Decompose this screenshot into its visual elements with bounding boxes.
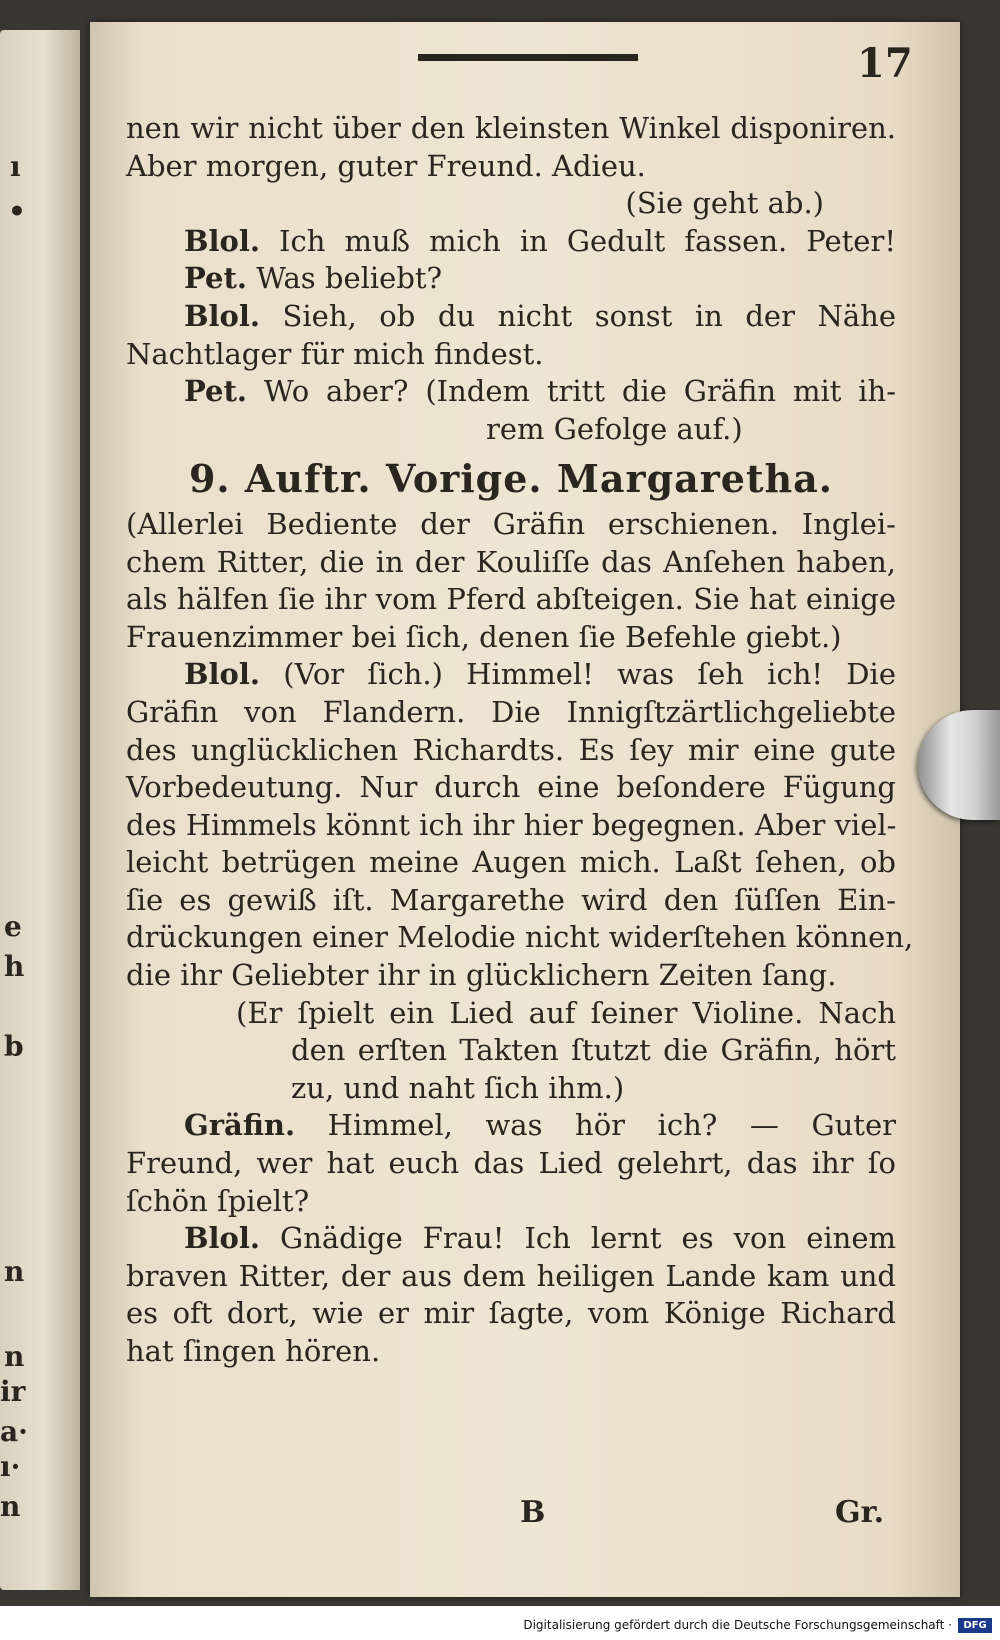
speaker-name: Gräfin.	[184, 1108, 296, 1143]
text-line	[126, 110, 896, 148]
text-line	[126, 260, 896, 298]
facing-page-fragment: •	[8, 195, 26, 228]
text-line	[126, 411, 896, 449]
line-text: Freund, wer hat euch das Lied gelehrt, das ihr ſo	[126, 1146, 896, 1181]
text-line	[126, 619, 896, 657]
text-line	[126, 656, 896, 694]
scene-8-text	[126, 110, 896, 448]
text-line	[126, 1107, 896, 1145]
line-text: des unglücklichen Richardts. Es ſey mir eine gute	[126, 732, 896, 767]
line-text: ſchön ſpielt?	[126, 1183, 310, 1218]
line-text: zu, und naht ſich ihm.)	[291, 1070, 625, 1105]
speaker-name: Pet.	[184, 374, 247, 409]
text-line	[126, 694, 896, 732]
speaker-name: Blol.	[184, 1221, 260, 1256]
line-text: nen wir nicht über den kleinsten Winkel disponiren.	[126, 111, 896, 145]
text-line	[126, 995, 896, 1033]
speaker-name: Blol.	[184, 223, 260, 258]
text-line	[126, 581, 896, 619]
line-text: chem Ritter, die in der Kouliſſe das Anſehen haben,	[126, 544, 896, 579]
text-line	[126, 298, 896, 336]
line-text: die ihr Geliebter ihr in glücklichern Zeiten ſang.	[126, 958, 837, 993]
text-line	[126, 148, 896, 186]
facing-page-fragment: e	[4, 910, 22, 943]
scene-heading: 9. Auftr. Vorige. Margaretha.	[188, 456, 834, 502]
text-line	[126, 1145, 896, 1183]
facing-page-fragment: n	[0, 1490, 21, 1523]
line-text: Nachtlager für mich findest.	[126, 336, 544, 371]
line-text: als hälfen ſie ihr vom Pferd abſteigen. Sie hat einige	[126, 582, 896, 617]
facing-page-fragment: n	[4, 1255, 25, 1288]
line-text: ſie es gewiß iſt. Margarethe wird den ſüſſen Ein-	[126, 882, 896, 917]
text-line	[126, 807, 896, 845]
line-text: (Sie geht ab.)	[625, 186, 824, 221]
line-text: (Er ſpielt ein Lied auf ſeiner Violine. Nach	[236, 995, 896, 1030]
line-text: Gräfin von Flandern. Die Innigſtzärtlichgeliebte	[126, 694, 896, 729]
text-line	[126, 769, 896, 807]
line-text: Gnädige Frau! Ich lernt es von einem	[259, 1221, 896, 1256]
text-line	[126, 957, 896, 995]
text-line	[126, 336, 896, 374]
page-number: 17	[857, 40, 913, 87]
speaker-name: Blol.	[184, 298, 260, 333]
speaker-name: Blol.	[184, 657, 260, 692]
text-line	[126, 544, 896, 582]
line-text: (Vor ſich.) Himmel! was ſeh ich! Die	[259, 657, 896, 692]
line-text: Was beliebt?	[246, 261, 443, 296]
line-text: rem Gefolge auf.)	[486, 411, 743, 446]
text-line	[126, 373, 896, 411]
line-text: Sieh, ob du nicht sonst in der Nähe	[259, 298, 896, 333]
line-text: es oft dort, wie er mir ſagte, vom Könige Richard	[126, 1296, 896, 1331]
line-text: braven Ritter, der aus dem heiligen Lande kam und	[126, 1258, 896, 1293]
line-text: Frauenzimmer bei ſich, denen ſie Befehle giebt.)	[126, 619, 842, 654]
text-line	[126, 732, 896, 770]
text-line	[126, 882, 896, 920]
facing-page-fragment: ı·	[0, 1450, 21, 1483]
facing-page-fragment: b	[4, 1030, 24, 1063]
text-line	[126, 1070, 896, 1108]
facing-page-fragment: ı	[10, 150, 21, 183]
signature-mark: B	[520, 1495, 546, 1530]
line-text: drückungen einer Melodie nicht widerſtehen können,	[126, 920, 914, 955]
text-line	[126, 1183, 896, 1221]
line-text: (Allerlei Bediente der Gräfin erschienen. Inglei-	[126, 506, 896, 541]
footer-bar	[0, 1606, 1000, 1640]
header-rule	[418, 54, 638, 61]
line-text: Aber morgen, guter Freund. Adieu.	[126, 148, 646, 183]
speaker-name: Pet.	[184, 261, 247, 296]
page-text	[126, 110, 914, 1371]
line-text: Vorbedeutung. Nur durch eine beſondere Fügung	[126, 770, 896, 805]
facing-page-edge	[0, 30, 80, 1590]
text-line	[126, 1295, 896, 1333]
scene-9-text	[126, 506, 914, 1371]
text-line	[126, 1333, 896, 1371]
line-text: hat ſingen hören.	[126, 1334, 381, 1368]
text-line	[126, 1258, 896, 1296]
line-text: Wo aber? (Indem tritt die Gräfin mit ih-	[246, 374, 896, 409]
facing-page-fragment: h	[4, 950, 25, 983]
funding-note: Digitalisierung gefördert durch die Deutsche Forschungsgemeinschaft ·	[523, 1618, 952, 1632]
text-line	[126, 185, 896, 223]
text-line	[126, 919, 914, 957]
line-text: des Himmels könnt ich ihr hier begegnen. Aber viel-	[126, 807, 897, 842]
facing-page-fragment: a·	[0, 1415, 28, 1448]
catchword: Gr.	[835, 1495, 885, 1530]
text-line	[126, 1220, 896, 1258]
line-text: leicht betrügen meine Augen mich. Laßt ſehen, ob	[126, 845, 896, 880]
text-line	[126, 223, 896, 261]
line-text: Ich muß mich in Gedult fassen. Peter!	[259, 223, 896, 258]
facing-page-fragment: n	[4, 1340, 25, 1373]
text-line	[126, 844, 896, 882]
facing-page-fragment: ir	[0, 1375, 26, 1408]
text-line	[126, 1032, 896, 1070]
line-text: Himmel, was hör ich? — Guter	[295, 1108, 896, 1143]
line-text: den erſten Takten ſtutzt die Gräfin, hört	[291, 1033, 896, 1068]
text-line	[126, 506, 896, 544]
dfg-logo: DFG	[958, 1618, 992, 1633]
